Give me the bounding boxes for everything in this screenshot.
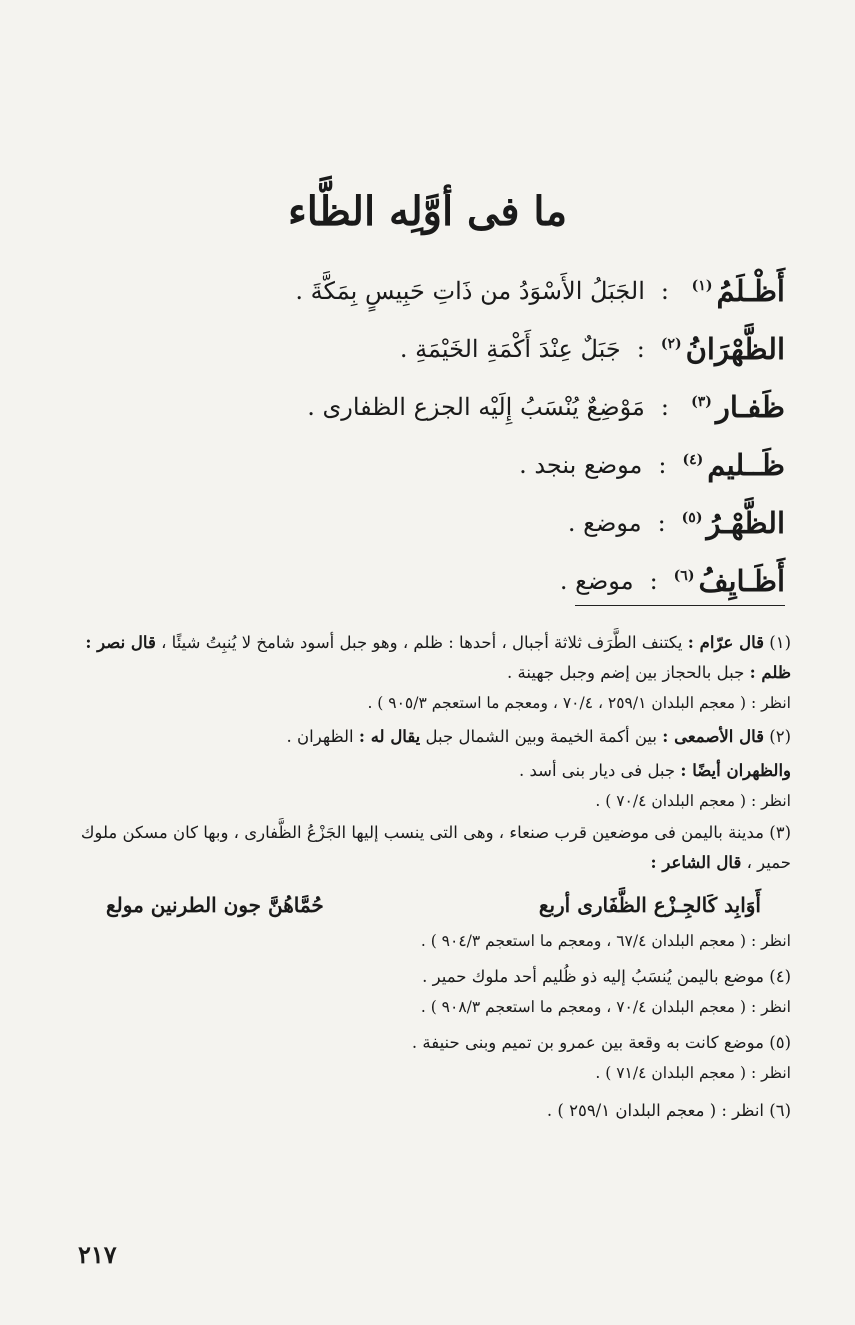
footnote-ref: (٤): [682, 452, 704, 469]
footnote-number: (١): [769, 633, 791, 652]
entry-term: [682, 506, 785, 540]
footnote-2-see: انظر : ( معجم البلدان ٧٠/٤ ) .: [595, 792, 791, 810]
footnote-text: انظر : ( معجم البلدان ٢٥٩/١ ) .: [546, 1101, 764, 1120]
footnote-number: (٣): [769, 823, 791, 842]
colon: :: [660, 393, 669, 421]
term-text: ظَفـار: [715, 390, 785, 424]
footnote-text: موضع كانت به وقعة بين عمرو بن تميم وبنى حنيفة .: [411, 1033, 764, 1052]
footnote-3: [76, 818, 791, 878]
verse-hemistich-right: أَوَابِد كَالجِـزْع الظَّفَارى أربع: [538, 893, 761, 917]
footnote-3-see: انظر : ( معجم البلدان ٦٧/٤ ، ومعجم ما استعجم ٩٠٤/٣ ) .: [420, 932, 791, 950]
footnote-6: [76, 1096, 791, 1126]
verse: [76, 890, 791, 920]
footnote-4: [76, 962, 791, 992]
entry-term: [661, 332, 785, 366]
term-text: أَظْـلَمُ: [716, 274, 785, 308]
footnote-1: [76, 628, 791, 688]
footnote-speaker: قال نصر :: [85, 633, 156, 652]
footnote-text: جبل فى ديار بنى أسد .: [519, 761, 676, 780]
colon: :: [636, 335, 645, 363]
footnote-text: بين أكمة الخيمة وبين الشمال جبل: [425, 727, 657, 746]
entry-definition: موضع .: [559, 567, 634, 595]
footnote-ref: (١): [691, 278, 713, 295]
footnote-ref: (٥): [681, 510, 703, 527]
verse-hemistich-left: حُمَّاهُنَّ جون الطرنين مولع: [106, 893, 324, 917]
footnote-ref: (٣): [691, 394, 712, 411]
footnote-text: جبل بالحجاز بين إضم وجبل جهينة .: [507, 663, 745, 682]
colon: :: [658, 451, 667, 479]
footnote-number: (٤): [769, 967, 791, 986]
colon: :: [660, 277, 669, 305]
colon: :: [657, 509, 666, 537]
entry-definition: جَبَلٌ عِنْدَ أَكْمَةِ الخَيْمَةِ .: [399, 335, 621, 363]
term-text: الظَّهْرَانُ: [685, 332, 785, 366]
footnote-speaker: قال عرّام :: [687, 633, 764, 652]
entry-definition: مَوْضِعٌ يُنْسَبُ إِلَيْه الجزع الظفارى .: [307, 393, 645, 421]
footnote-ref: (٢): [660, 336, 682, 353]
entry: [65, 262, 785, 320]
colon: :: [649, 567, 658, 595]
footnote-1-see: انظر : ( معجم البلدان ٢٥٩/١ ، ٧٠/٤ ، ومعجم ما استعجم ٩٠٥/٣ ) .: [367, 694, 791, 712]
footnote-4-see: انظر : ( معجم البلدان ٧٠/٤ ، ومعجم ما استعجم ٩٠٨/٣ ) .: [420, 998, 791, 1016]
footnote-bold: قال الشاعر :: [650, 853, 742, 872]
term-text: ظَــليم: [707, 448, 785, 482]
footnote-ref: (٦): [673, 568, 695, 585]
entry-definition: موضع بنجد .: [519, 451, 643, 479]
entry-term: [685, 390, 785, 424]
entry: [65, 320, 785, 378]
footnote-number: (٥): [769, 1033, 791, 1052]
footnote-text: موضع باليمن يُنسَبُ إليه ذو ظُليم أحد ملوك حمير .: [422, 967, 764, 986]
footnote-speaker: قال الأصمعى :: [662, 727, 764, 746]
entry: [65, 378, 785, 436]
footnote-text: مدينة باليمن فى موضعين قرب صنعاء ، وهى التى ينسب إليها الجَزْعُ الظَّفارى ، وبها كان مسكن ملوك حمير ،: [80, 823, 791, 872]
footnote-5-see: انظر : ( معجم البلدان ٧١/٤ ) .: [595, 1064, 791, 1082]
entry: [65, 552, 785, 610]
footnote-5: [76, 1028, 791, 1058]
term-text: الظَّهْـرُ: [706, 506, 785, 540]
page-title: ما فى أوَّلِه الظَّاء: [287, 188, 568, 235]
footnotes: [76, 628, 791, 1126]
footnote-bold: والظهران أيضًا :: [680, 761, 791, 780]
footnote-text: يكتنف الطَّرَف ثلاثة أجبال ، أحدها : ظلم ، وهو جبل أسود شامخ لا يُنبِتُ شيئًا ،: [161, 633, 683, 652]
footnote-number: (٦): [769, 1101, 791, 1120]
footnote-bold: يقال له :: [358, 727, 421, 746]
footnote-2: [76, 722, 791, 752]
entry-term: [685, 274, 785, 308]
entry: [65, 494, 785, 552]
term-text: أَظَـايِفُ: [698, 564, 785, 598]
footnote-divider: [575, 605, 785, 606]
entry-term: [682, 448, 785, 482]
footnote-2-line2: [76, 756, 791, 786]
footnote-term: ظلم :: [749, 663, 791, 682]
footnote-number: (٢): [769, 727, 791, 746]
entry-term: [674, 564, 785, 598]
footnote-text: الظهران .: [286, 727, 354, 746]
entry-definition: موضع .: [567, 509, 642, 537]
entry: [65, 436, 785, 494]
page-number: ٢١٧: [78, 1240, 117, 1269]
entry-definition: الجَبَلُ الأَسْوَدُ من ذَاتِ حَبِيسٍ بِمَكَّةَ .: [295, 277, 645, 305]
